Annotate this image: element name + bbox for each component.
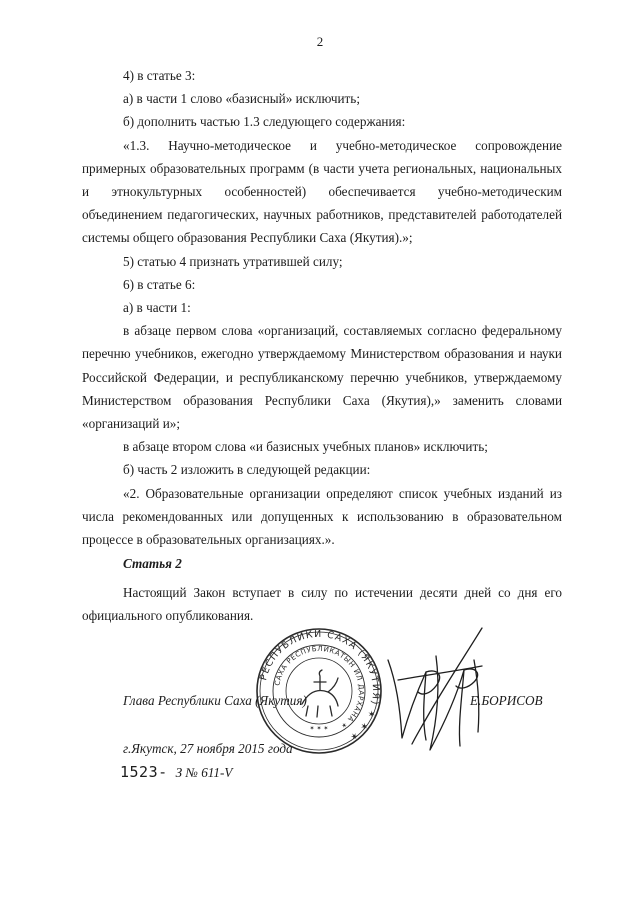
article-2-text: Настоящий Закон вступает в силу по истечении десяти дней со дня его официального опубликования. bbox=[82, 585, 562, 624]
paragraph-item-5: 5) статью 4 признать утратившей силу; bbox=[123, 253, 343, 269]
registration-number bbox=[120, 763, 232, 782]
handwritten-signature bbox=[370, 620, 510, 760]
paragraph-item-6a: а) в части 1: bbox=[123, 300, 191, 316]
svg-text:РЕСПУБЛИКИ САХА (ЯКУТИЯ) ✶ ✶ ✶: РЕСПУБЛИКИ САХА (ЯКУТИЯ) ✶ ✶ ✶ bbox=[258, 628, 382, 744]
paragraph-item-4b: б) дополнить частью 1.3 следующего содержания: bbox=[123, 114, 406, 130]
signer-title: Глава Республики Саха (Якутия) bbox=[123, 693, 307, 708]
law-number: З № 611-V bbox=[175, 765, 233, 780]
article-2-heading: Статья 2 bbox=[123, 556, 182, 571]
paragraph-first-abzac: в абзаце первом слова «организаций, составляемых согласно федеральному перечню учебников, ежегодно утверждаемому Министерством образования и науки Российской Федерации, и республиканскому перечню учебников, утверждаемому Министерством образования Республики Саха (Якутия),» заменить словами «организаций и»; bbox=[82, 323, 562, 432]
page-number: 2 bbox=[316, 34, 324, 49]
paragraph-second-abzac: в абзаце втором слова «и базисных учебных планов» исключить; bbox=[123, 439, 488, 455]
paragraph-item-6b: б) часть 2 изложить в следующей редакции: bbox=[123, 462, 371, 478]
law-amendments-body bbox=[82, 64, 562, 551]
paragraph-item-4a: а) в части 1 слово «базисный» исключить; bbox=[123, 91, 360, 107]
place-and-date: г.Якутск, 27 ноября 2015 года bbox=[123, 741, 293, 756]
paragraph-item-4: 4) в статье 3: bbox=[123, 68, 196, 83]
signer-name: Е.БОРИСОВ bbox=[470, 693, 543, 708]
svg-text:✶ ✶ ✶: ✶ ✶ ✶ bbox=[309, 725, 329, 732]
svg-text:САХА РЕСПУБЛИКАТЫН ИЛ ДАРХАНА: САХА РЕСПУБЛИКАТЫН ИЛ ДАРХАНА ✶ bbox=[273, 644, 366, 731]
official-seal-stamp bbox=[254, 626, 384, 756]
paragraph-clause-2: «2. Образовательные организации определяют список учебных изданий из числа рекомендованных или допущенных к использованию в образовательном процессе в образовательных организациях.». bbox=[82, 485, 562, 548]
paragraph-item-6: 6) в статье 6: bbox=[123, 276, 196, 292]
paragraph-clause-1-3: «1.3. Научно-методическое и учебно-методическое сопровождение примерных образовательных программ (в части учета региональных, национальных и этнокультурных особенностей) обеспечивается учебно-методическим объединением педагогических, научных работников, представителей работодателей системы общего образования Республики Саха (Якутия).»; bbox=[82, 137, 562, 246]
registration-stamp-prefix: 1523- bbox=[120, 763, 168, 781]
